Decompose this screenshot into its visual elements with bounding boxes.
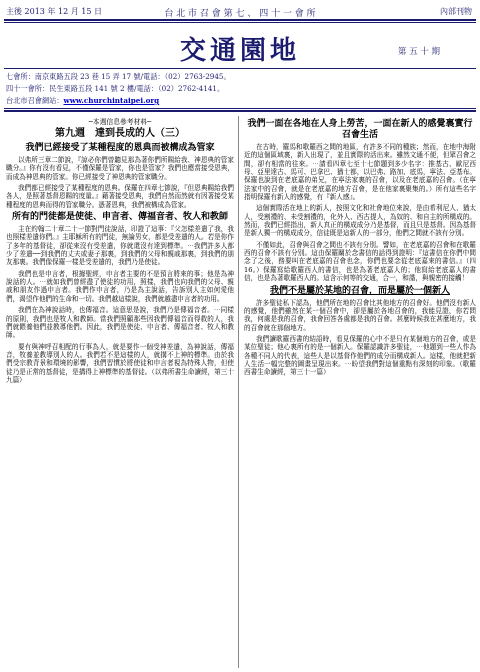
page-title: 交通園地 (179, 36, 300, 66)
right-paragraph: 在古時，羅馬和歌羅西之間的地區，有許多不同的種族；然而，在地中海附近的這個區域裏，新人出現了，並且實際的活出來。雖然文通不便，但眾召會之間，卻有相當的往來。⋯請看四章七至十七節題到多少名字：推基古、歐尼西母、亞里達古、馬可、巴拿巴、猶士都，以巴弗、路加、底馬，寧法、亞基布。保羅也說到在老底嘉的弟兄，在寧法家裏的召會，以及在老底嘉的召會。（在寧法家中的召會，就是在老底嘉的地方召會，是在他家裏聚集的。）所有這些名字指明保羅有新人的感覺，有『新人感』。 (244, 143, 476, 202)
right-paragraph: 這個實際活在地上的新人，按照文化和社會地位來說，是由希利尼人、猶太人，受割禮的、未受割禮的，化外人、西古提人，為奴的、和自主的所構成的。然而，我們已經指出，新人真正的構成成分乃是基督，而且只是基督。因為基督是新人獨一的構成成分，信徒既是這新人的一部分，他們之間就不該有分別。 (244, 204, 476, 238)
left-paragraph: 我們都已經接受了某種程度的恩典。保羅在四章七節說，『但恩典賜給我們各人，是照著基督恩賜的度量。』藉著接受恩典，我們自然而然就有因著接受某種程度的恩典而得的管家職分。憑著恩典，我們被構成為管家。 (6, 184, 234, 209)
website-label: 台北市召會網站： (6, 96, 64, 105)
contact-hall41: 四十一會所：民生東路五段 141 號 2 樓/電話：（02）2762-4141。 (6, 84, 225, 93)
lesson-title: 第九週 達到長成的人（三） (55, 128, 185, 139)
right-paragraph: 不僅如此，召會與召會之間也不該有分別。譬如，在老底嘉的召會和在歌羅西的召會不該有分別。這由保羅關於念書信的話得到證明：『這書信在你們中間念了之後，務要叫在老底嘉的召會也念，你們也要念從老底嘉來的書信。』（四 16。）保羅寫給歌羅西人的書信，也是為著老底嘉人的；他寫給老底嘉人的書信，也是為著歌羅西人的。這含示何等的交通，合一，和諧，與親密的接觸！ (244, 240, 476, 283)
left-paragraph: 主在約翰二十章二十一節對門徒說話，印證了這事：『父怎樣差遣了我，我也照樣差遣你們。』主耶穌所有的門徒，無論男女，都是受差遣的人。若是你作了多年的基督徒，卻從來沒有受差遣，你就還沒有達到標準。⋯我們許多人都少了差遣──到我們的丈夫或妻子那裏，到我們的父母和親戚那裏，到我們的朋友那裏。我們像保羅一樣是受差遣的，我們乃是使徒。 (6, 225, 234, 267)
website-link[interactable]: www.churchintaipei.org (63, 96, 160, 105)
title-rule (4, 68, 476, 69)
issue-number: 第 五 十 期 (397, 47, 440, 57)
left-paragraph: 我們也是申言者，根據聖經，申言者主要的不是預言將來的事；他是為神說話的人。⋯就如我們曾經盡了使徒的功用，照樣，我們也向我們的父母、親戚和朋友作過申言者。我們作申言者，乃是為主說話，告訴別人主如何愛他們，渴望作他們的生命和一切。我們越這樣說，我們就越盡申言者的功用。 (6, 269, 234, 303)
right-paragraph: 許多聖徒私下認為，他們所在地的召會比其他地方的召會好。他們沒有新人的感覺，他們雖然在某一個召會中，卻是屬於各地召會的，我能見證，你若問我，何處是我的召會，我會回答各處都是我的召會。甚麼時候我在甚麼地方，我的召會就在那個地方。 (244, 298, 476, 332)
right-paragraph: 我們讀歌羅西書的結語時，看見保羅的心中不是只有某個地方的召會，或是某位聖徒；他心裏所有的是一個新人。保羅認識許多聖徒，⋯他題到一些人作為各種不同人的代表，這些人是以基督作他們的成分而構成新人。這樣，他就把新人生活一幅完整的圖畫呈現出來。⋯盼望我們對這個重點有深刻的印象。（歌羅西書生命讀經，第三十一篇） (244, 334, 476, 377)
left-paragraph: 要有與神呼召相配的行事為人，就是要作一個受神差遣，為神說話，傳福音，牧養並教導別人的人。我們若不是這樣的人，就搆不上神的標準。由於我們受宗教背景和環境的影響，我們習慣於將使徒和申言者視為特殊人物，但使徒乃是正常的基督徒，是搆得上神標準的基督徒。（以弗所書生命讀經，第三十九篇） (6, 342, 234, 384)
issue-date: 主後 2013 年 12 月 15 日 (6, 7, 102, 16)
column-divider (238, 116, 239, 668)
right-column (244, 116, 476, 380)
left-section-2-title: 所有的門徒都是使徒、申言者、傳福音者、牧人和教師 (11, 212, 228, 223)
church-name: 台 北 市 召 會 第 七 、 四 十 一 會 所 (164, 9, 316, 19)
left-section-1-title: 我們已經接受了某種程度的恩典而被構成為管家 (25, 143, 215, 153)
bulletin-label: 內部刊物 (440, 7, 472, 16)
left-paragraph: 以弗所三章二節說，『諒必你們曾聽見那為著你們所賜給我、神恩典的管家職分。』你有沒有看見，不僅保羅是管家，你也是管家？我們也應當接受恩典，而成為神恩典的管家。你已經接受了神恩典的管家職分。 (6, 156, 234, 181)
right-section-2-title: 我們不是屬於某地的召會，而是屬於一個新人 (269, 285, 450, 296)
right-section-1-title: 我們一面在各地在人身上勞苦，一面在新人的感覺裏實行召會生活 (247, 119, 473, 140)
contact-rule-thick (4, 110, 476, 112)
left-paragraph: 我們在為神說話時，也傳福音。這意思是說，我們乃是傳福音者。⋯同樣的原則，我們也是牧人和教師。當我們照顧那些因我們傳福音而得救的人，我們就餵養他們並教導他們。因此，我們是使徒、申言者、傳福音者、牧人和教師。 (6, 306, 234, 340)
contact-rule (4, 108, 476, 109)
header-rule-top (4, 19, 476, 21)
header-bar (4, 4, 476, 19)
left-column (6, 116, 234, 387)
reference-banner: ─本週信息參考材料─ (88, 118, 152, 126)
header-rule-thin (4, 22, 476, 23)
contact-hall7: 七會所：南京東路五段 23 巷 15 弄 17 號/電話：（02）2763-2945。 (6, 72, 231, 81)
website-line (6, 96, 159, 106)
